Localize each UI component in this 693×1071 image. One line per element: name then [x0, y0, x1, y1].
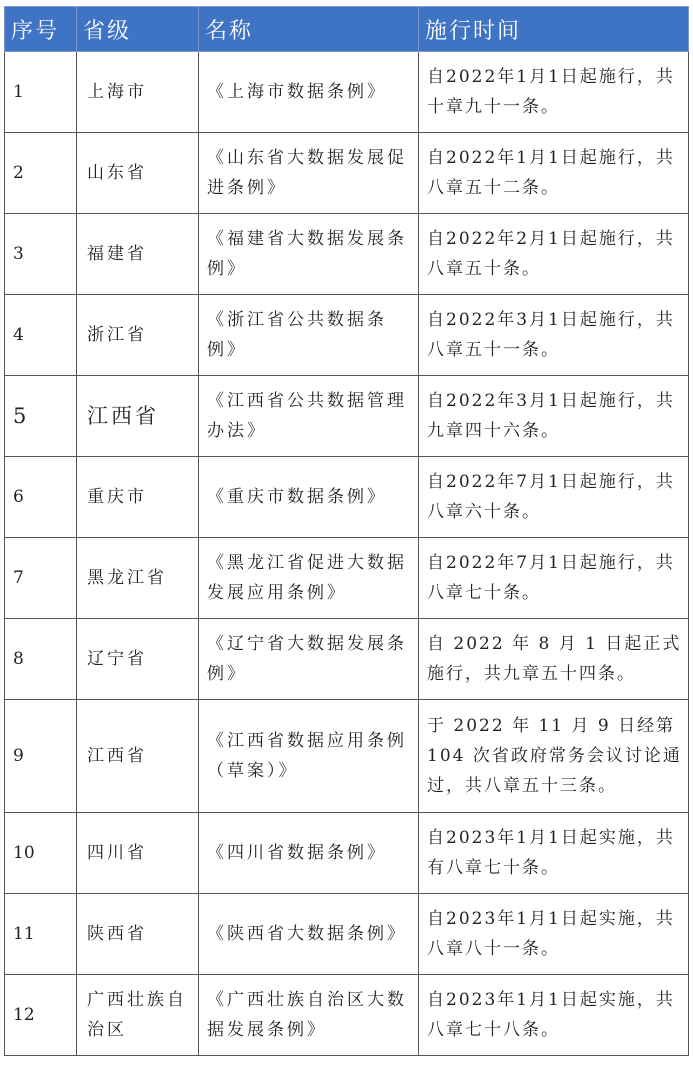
row-province: 山东省 — [77, 133, 199, 214]
header-number: 序号 — [5, 7, 77, 52]
row-name: 《上海市数据条例》 — [199, 52, 419, 133]
table-row — [5, 894, 689, 975]
row-province: 福建省 — [77, 214, 199, 295]
row-province: 江西省 — [77, 700, 199, 813]
table-row — [5, 214, 689, 295]
table-row — [5, 619, 689, 700]
row-province: 陕西省 — [77, 894, 199, 975]
row-number: 12 — [5, 975, 77, 1056]
row-province: 辽宁省 — [77, 619, 199, 700]
row-effective-time: 自2022年1月1日起施行，共十章九十一条。 — [419, 52, 689, 133]
row-number: 9 — [5, 700, 77, 813]
row-number: 8 — [5, 619, 77, 700]
row-name: 《重庆市数据条例》 — [199, 457, 419, 538]
row-name: 《辽宁省大数据发展条例》 — [199, 619, 419, 700]
row-name: 《浙江省公共数据条例》 — [199, 295, 419, 376]
row-name: 《福建省大数据发展条例》 — [199, 214, 419, 295]
header-name: 名称 — [199, 7, 419, 52]
table-row — [5, 975, 689, 1056]
table-row — [5, 52, 689, 133]
header-row — [5, 7, 689, 52]
row-effective-time: 自2022年2月1日起施行，共八章五十条。 — [419, 214, 689, 295]
header-province: 省级 — [77, 7, 199, 52]
row-name: 《山东省大数据发展促进条例》 — [199, 133, 419, 214]
table-row — [5, 813, 689, 894]
row-number: 1 — [5, 52, 77, 133]
row-effective-time: 自 2022 年 8 月 1 日起正式施行，共九章五十四条。 — [419, 619, 689, 700]
row-number: 5 — [5, 376, 77, 457]
row-number: 7 — [5, 538, 77, 619]
row-province: 江西省 — [77, 376, 199, 457]
row-effective-time: 自2022年3月1日起施行，共八章五十一条。 — [419, 295, 689, 376]
row-number: 10 — [5, 813, 77, 894]
row-province: 浙江省 — [77, 295, 199, 376]
row-number: 2 — [5, 133, 77, 214]
row-effective-time: 自2023年1月1日起实施，共八章八十一条。 — [419, 894, 689, 975]
row-name: 《黑龙江省促进大数据发展应用条例》 — [199, 538, 419, 619]
table-row — [5, 376, 689, 457]
table-row — [5, 700, 689, 813]
table-row — [5, 538, 689, 619]
row-name: 《江西省数据应用条例（草案）》 — [199, 700, 419, 813]
row-name: 《江西省公共数据管理办法》 — [199, 376, 419, 457]
row-effective-time: 自2022年3月1日起施行，共九章四十六条。 — [419, 376, 689, 457]
header-effective-time: 施行时间 — [419, 7, 689, 52]
row-effective-time: 自2022年7月1日起施行，共八章六十条。 — [419, 457, 689, 538]
row-number: 6 — [5, 457, 77, 538]
row-name: 《陕西省大数据条例》 — [199, 894, 419, 975]
row-effective-time: 自2023年1月1日起实施，共八章七十八条。 — [419, 975, 689, 1056]
row-number: 4 — [5, 295, 77, 376]
row-effective-time: 自2023年1月1日起实施，共有八章七十条。 — [419, 813, 689, 894]
row-effective-time: 自2022年1月1日起施行，共八章五十二条。 — [419, 133, 689, 214]
row-name: 《广西壮族自治区大数据发展条例》 — [199, 975, 419, 1056]
row-effective-time: 于 2022 年 11 月 9 日经第104 次省政府常务会议讨论通过，共八章五十三条。 — [419, 700, 689, 813]
row-number: 3 — [5, 214, 77, 295]
row-effective-time: 自2022年7月1日起施行，共八章七十条。 — [419, 538, 689, 619]
row-province: 重庆市 — [77, 457, 199, 538]
table-row — [5, 133, 689, 214]
row-province: 黑龙江省 — [77, 538, 199, 619]
row-province: 广西壮族自治区 — [77, 975, 199, 1056]
table-row — [5, 295, 689, 376]
table-row — [5, 457, 689, 538]
regulations-table — [4, 6, 689, 1056]
row-province: 四川省 — [77, 813, 199, 894]
row-name: 《四川省数据条例》 — [199, 813, 419, 894]
row-number: 11 — [5, 894, 77, 975]
row-province: 上海市 — [77, 52, 199, 133]
